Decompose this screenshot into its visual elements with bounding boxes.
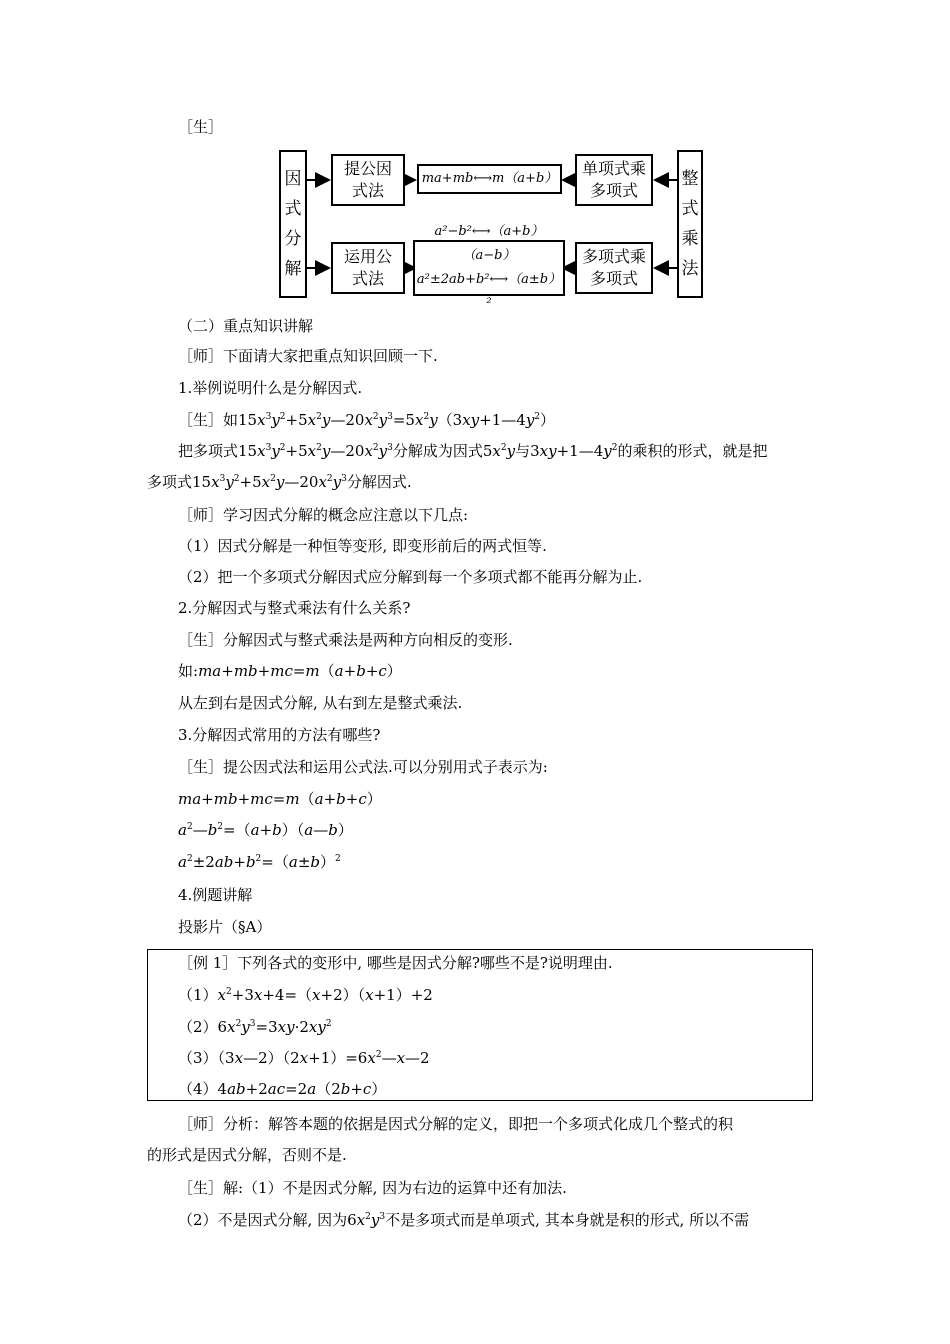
right-char: 乘 [681,229,699,249]
method-label: 式法 [351,181,384,200]
teacher-note: ［师］学习因式分解的概念应注意以下几点: [178,506,469,524]
item-number: （4） [178,1080,218,1098]
right-char: 整 [681,169,699,189]
question-3: 3.分解因式常用的方法有哪些? [178,726,381,744]
method-label: 运用公 [343,247,392,266]
example-item-1: $(1)x^2+3x+4=(x+2)(x+1)+2$ [178,986,433,1004]
text: 分解因式. [346,473,412,491]
teacher-intro: ［师］下面请大家把重点知识回顾一下. [178,347,438,365]
section-title: （二）重点知识讲解 [178,317,314,335]
bottom-formula-box [413,224,565,311]
polynomial-mult-box [575,242,653,294]
formula-perfect-square: $a^2\pm 2ab+b^2=(a\pm b)^2$ [178,853,341,871]
common-factor-method-box [331,154,405,206]
question-4: 4.例题讲解 [178,886,253,904]
left-char: 式 [284,199,302,219]
question-2: 2.分解因式与整式乘法有什么关系? [178,599,411,617]
polynomial-multiplication-box [677,150,703,298]
right-char: 式 [681,199,699,219]
right-char: 法 [681,259,699,279]
monomial-mult-box [575,154,653,206]
note-2: （2）把一个多项式分解因式应分解到每一个多项式都不能再分解为止. [178,568,643,586]
example-item-2: $(2)6x^2y^3=3xy\cdot 2xy^2$ [178,1018,332,1036]
top-formula-box [417,164,562,194]
student-solution-2: （2）不是因式分解, 因为$6x^2y^3$不是多项式而是单项式, 其本身就是积的形式, 所以不需 [178,1211,750,1229]
mult-label: 单项式乘 [581,159,646,178]
example-title: ［例 1］下列各式的变形中, 哪些是因式分解?哪些不是?说明理由. [178,954,613,972]
method-label: 式法 [351,269,384,288]
text: 的乘积的形式，就是把 [617,442,768,460]
question-1: 1.举例说明什么是分解因式. [178,379,363,397]
text: 与 [515,442,531,460]
left-char: 解 [284,259,302,279]
text: （2）不是因式分解, 因为 [178,1211,348,1229]
mult-label: 多项式 [589,181,638,200]
student-example: ［生］如$15x^3y^2+5x^2y—20x^2y^3=5x^2y(3xy+1—4y^2)$ [178,411,556,429]
formula-method-box [331,242,405,294]
formula-difference-of-squares: $a^2—b^2=(a+b)(a—b)$ [178,821,353,839]
text: 分解成为因式 [392,442,483,460]
item-number: （2） [178,1018,218,1036]
note-1: （1）因式分解是一种恒等变形, 即变形前后的两式恒等. [178,537,547,555]
example-item-3: $(3)(3x—2)(2x+1)=6x^2—x—2$ [178,1049,430,1067]
item-number: （1） [178,986,218,1004]
student-answer-2: ［生］分解因式与整式乘法是两种方向相反的变形. [178,631,513,649]
bottom-formula-2: a²±2ab+b²⟷（a±b）² [416,272,562,311]
bottom-formula-1: a²−b²⟷（a+b）（a−b） [434,224,544,263]
text: 不是多项式而是单项式, 其本身就是积的形式, 所以不需 [385,1211,750,1229]
prefix: ［生］如 [178,411,239,429]
projection-label: 投影片（§A） [178,918,272,936]
student-solution-1: ［生］解:（1）不是因式分解, 因为右边的运算中还有加法. [178,1179,567,1197]
text: 把多项式 [178,442,239,460]
left-char: 分 [284,229,302,249]
teacher-analysis-line-2: 的形式是因式分解，否则不是. [147,1146,347,1164]
formula-common-factor: ma+mb+mc=m（a+b+c） [178,790,382,808]
paragraph-1-line-1: 把多项式$15x^3y^2+5x^2y—20x^2y^3$分解成为因式$5x^2y$与$3xy+1—4y^2$的乘积的形式，就是把 [178,442,768,460]
direction-statement: 从左到右是因式分解, 从右到左是整式乘法. [178,694,463,712]
text: 多项式 [147,473,193,491]
concept-diagram [279,150,703,311]
paragraph-1-line-2: 多项式$15x^3y^2+5x^2y—20x^2y^3$分解因式. [147,473,412,491]
method-label: 提公因 [343,159,392,178]
item-number: （3） [178,1049,218,1067]
student-answer-3: ［生］提公因式法和运用公式法.可以分别用式子表示为: [178,758,548,776]
mult-label: 多项式乘 [581,247,646,266]
speaker-tag: ［生］ [178,118,224,136]
example-item-4: （4）4ab+2ac=2a（2b+c） [178,1080,387,1098]
prefix: 如: [178,662,199,680]
top-formula: ma+mb⟷m（a+b） [421,171,558,186]
factorization-box [279,150,307,298]
mult-label: 多项式 [589,269,638,288]
left-char: 因 [284,169,302,189]
teacher-analysis-line-1: ［师］分析：解答本题的依据是因式分解的定义，即把一个多项式化成几个整式的积 [178,1115,734,1133]
example-expression: 如:ma+mb+mc=m（a+b+c） [178,662,402,680]
